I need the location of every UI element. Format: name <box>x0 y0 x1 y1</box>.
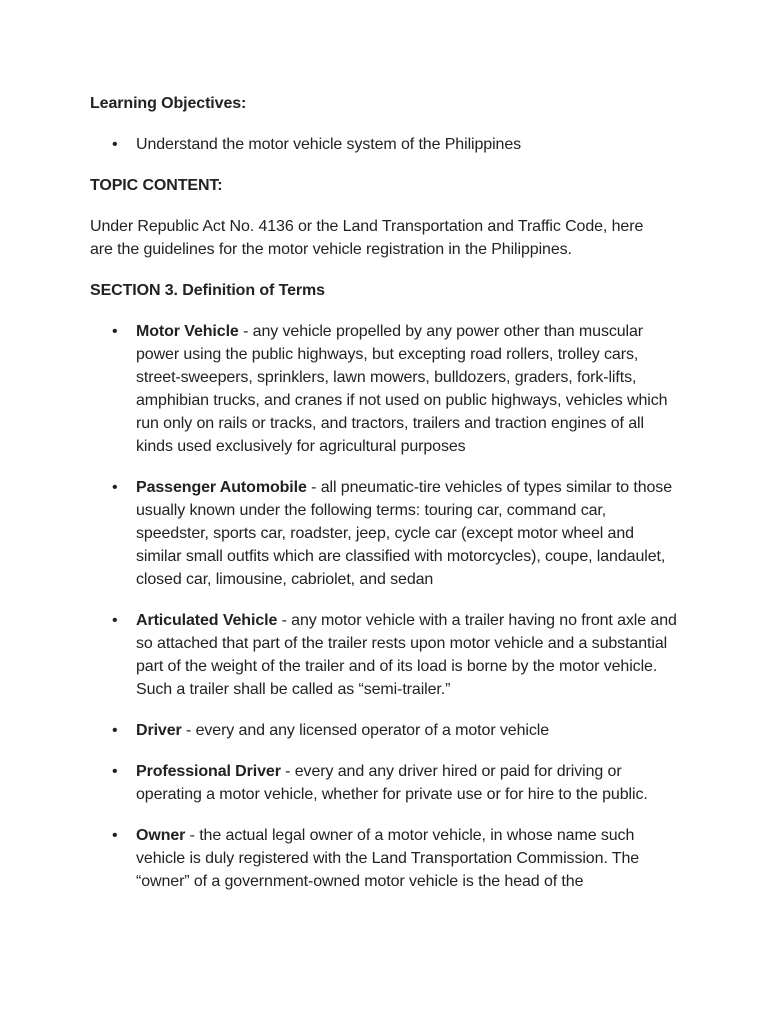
bullet-icon: • <box>112 323 118 340</box>
spacer <box>90 302 690 320</box>
definition-item-motor-vehicle <box>90 320 681 458</box>
document-page <box>90 92 690 893</box>
definition-item-driver <box>90 719 681 742</box>
spacer <box>90 261 690 279</box>
bullet-icon: • <box>112 612 118 629</box>
definition-term: Passenger Automobile <box>136 479 307 496</box>
definition-text: - any vehicle propelled by any power other than muscular power using the public highways, but excepting road rollers, trolley cars, street-sweepers, sprinklers, lawn mowers, bulldozers, graders, fork-lifts, amphibian trucks, and cranes if not used on public highways, vehicles which run only on rails or tracks, and tractors, trailers and traction engines of all kinds used exclusively for agricultural purposes <box>136 323 668 455</box>
topic-content-heading: TOPIC CONTENT: <box>90 177 223 194</box>
definition-term: Articulated Vehicle <box>136 612 278 629</box>
definition-text: - the actual legal owner of a motor vehicle, in whose name such vehicle is duly registered with the Land Transportation Commission. The “owner” of a government-owned motor vehicle is the head of the <box>136 827 640 890</box>
definition-term: Driver <box>136 722 182 739</box>
spacer <box>90 742 681 760</box>
definitions-list <box>90 320 690 893</box>
definition-text: - any motor vehicle with a trailer having no front axle and so attached that part of the trailer rests upon motor vehicle and a substantial part of the weight of the trailer and of its load is borne by the motor vehicle. Such a trailer shall be called as “semi-trailer.” <box>136 612 677 698</box>
definition-item-professional-driver <box>90 760 681 806</box>
topic-intro-paragraph: Under Republic Act No. 4136 or the Land Transportation and Traffic Code, here are the guidelines for the motor vehicle registration in the Philippines. <box>90 218 644 258</box>
spacer <box>90 591 681 609</box>
list-item <box>90 133 681 156</box>
spacer <box>90 115 690 133</box>
bullet-icon: • <box>112 136 118 153</box>
bullet-icon: • <box>112 763 118 780</box>
definition-term: Owner <box>136 827 186 844</box>
spacer <box>90 701 681 719</box>
bullet-icon: • <box>112 827 118 844</box>
definition-term: Motor Vehicle <box>136 323 239 340</box>
definition-term: Professional Driver <box>136 763 281 780</box>
definition-text: - every and any driver hired or paid for driving or operating a motor vehicle, whether for private use or for hire to the public. <box>136 763 648 803</box>
definition-text: - all pneumatic-tire vehicles of types similar to those usually known under the following terms: touring car, command car, speedster, sports car, roadster, jeep, cycle car (except motor wheel and similar small outfits which are classified with motorcycles), coupe, landaulet, closed car, limousine, cabriolet, and sedan <box>136 479 673 588</box>
definition-item-passenger-automobile <box>90 476 681 591</box>
learning-objectives-heading: Learning Objectives: <box>90 95 247 112</box>
definition-item-owner <box>90 824 681 893</box>
bullet-icon: • <box>112 479 118 496</box>
learning-objectives-list <box>90 133 690 156</box>
section-heading: SECTION 3. Definition of Terms <box>90 282 325 299</box>
definition-item-articulated-vehicle <box>90 609 681 701</box>
spacer <box>90 458 681 476</box>
spacer <box>90 806 681 824</box>
objective-text: Understand the motor vehicle system of the Philippines <box>136 136 522 153</box>
spacer <box>90 156 690 174</box>
spacer <box>90 197 690 215</box>
definition-text: - every and any licensed operator of a motor vehicle <box>181 722 549 739</box>
bullet-icon: • <box>112 722 118 739</box>
